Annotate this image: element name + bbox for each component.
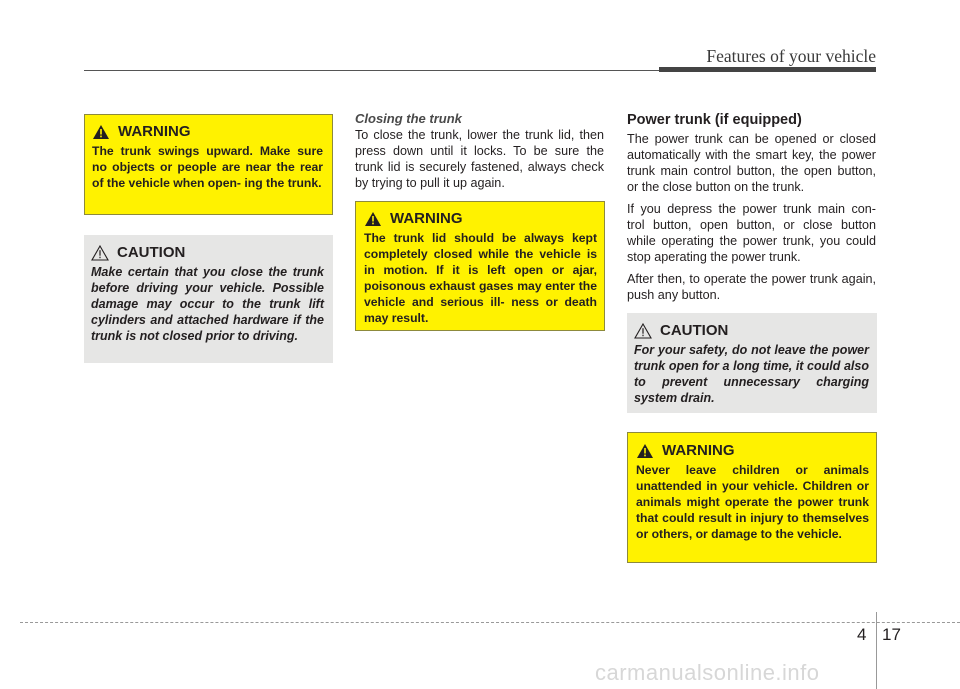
caution-triangle-icon — [91, 245, 109, 261]
caution-box-close-trunk — [84, 235, 333, 363]
watermark: carmanualsonline.info — [595, 660, 820, 685]
caution-triangle-icon — [634, 323, 652, 339]
chapter-number: 4 — [857, 625, 867, 644]
power-trunk-section — [627, 112, 876, 309]
caution-body: For your safety, do not leave the power trunk open for a long time, it could also to prevent unnecessary charging system drain. — [634, 343, 869, 405]
page-separator — [876, 612, 877, 689]
warning-body: Never leave children or animals unattended in your vehicle. Children or animals might operate the power trunk that could result in injury to themselves or others, or damage to the vehicle. — [636, 463, 869, 541]
page-number: 17 — [882, 625, 901, 644]
header-bar — [659, 67, 876, 72]
warning-body: The trunk lid should be always kept completely closed while the vehicle is in motion. If it is left open or ajar, poisonous exhaust gases may enter the vehicle and serious ill- ness or death may result. — [364, 231, 597, 325]
power-trunk-heading: Power trunk (if equipped) — [627, 112, 802, 128]
power-trunk-paragraph-2: If you depress the power trunk main con- trol button, open button, or close button while operating the power trunk, you could stop aperating the power trunk. — [627, 202, 876, 264]
power-trunk-paragraph-1: The power trunk can be opened or closed automatically with the smart key, the power trunk main control button, the open button, or the close button on the trunk. — [627, 132, 876, 194]
power-trunk-paragraph-3: After then, to operate the power trunk again, push any button. — [627, 272, 876, 302]
caution-body: Make certain that you close the trunk before driving your vehicle. Possible damage may occur to the trunk lift cylinders and attached hardware if the trunk is not closed prior to driving. — [91, 265, 324, 343]
closing-trunk-subheading: Closing the trunk — [355, 111, 462, 126]
warning-title: WARNING — [364, 210, 597, 227]
caution-box-power-trunk — [627, 313, 877, 413]
caution-title: CAUTION — [634, 322, 869, 339]
warning-title: WARNING — [636, 442, 869, 459]
warning-box-children — [627, 432, 877, 563]
closing-trunk-section — [355, 111, 604, 197]
warning-triangle-icon — [364, 211, 382, 227]
warning-body: The trunk swings upward. Make sure no objects or people are near the rear of the vehicle when open- ing the trunk. — [92, 144, 323, 190]
warning-triangle-icon — [636, 443, 654, 459]
warning-box-trunk-swings — [84, 114, 333, 215]
closing-trunk-paragraph: To close the trunk, lower the trunk lid, then press down until it locks. To be sure the trunk lid is securely fastened, always check by trying to pull it up again. — [355, 128, 604, 190]
warning-box-trunk-lid — [355, 201, 605, 331]
header-title: Features of your vehicle — [706, 46, 876, 66]
warning-title: WARNING — [92, 123, 323, 140]
footer-rule — [20, 622, 960, 623]
warning-triangle-icon — [92, 124, 110, 140]
caution-title: CAUTION — [91, 244, 324, 261]
